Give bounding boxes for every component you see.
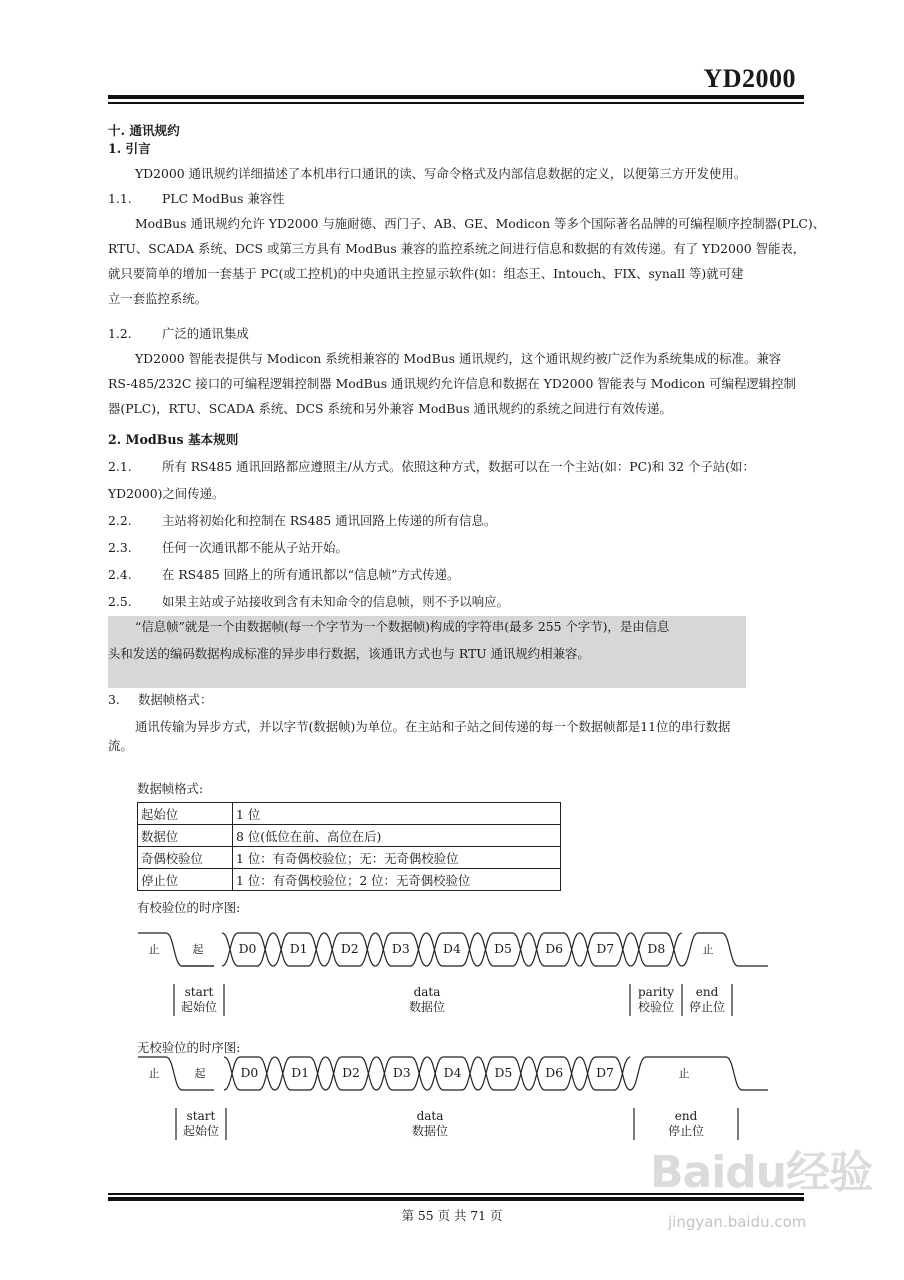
section-1-2-number: 1.2.: [108, 326, 132, 341]
timing-1-bit-label: D5: [494, 941, 512, 956]
timing-2-bit-label: D6: [545, 1065, 564, 1080]
timing-2-pre-stop: 止: [148, 1067, 160, 1080]
block-cn: 停止位: [667, 1124, 704, 1138]
info-frame-note-line-2: 头和发送的编码数据构成标准的异步串行数据，该通讯方式也与 RTU 通讯规约相兼容。: [108, 646, 590, 661]
section-1-1-number: 1.1.: [108, 191, 132, 206]
table-cell: 停止位: [138, 869, 233, 891]
rule-number: 2.5.: [108, 594, 132, 609]
block-cn: 校验位: [637, 1000, 674, 1014]
rule-text: YD2000)之间传递。: [108, 486, 225, 501]
timing-1-bit-label: D3: [391, 941, 410, 956]
rule-number: 2.1.: [108, 459, 132, 474]
document-header-title: YD2000: [703, 64, 796, 93]
table-cell: 1 位：有奇偶校验位；2 位：无奇偶校验位: [233, 869, 561, 891]
table-cell: 数据位: [138, 825, 233, 847]
section-1-2-line-2: RS-485/232C 接口的可编程逻辑控制器 ModBus 通讯规约允许信息和数据在 YD2000 智能表与 Modicon 可编程逻辑控制: [108, 376, 796, 391]
block-cn: 数据位: [408, 1000, 445, 1014]
timing-1-bit-label: D0: [238, 941, 257, 956]
section-3-title: 数据帧格式：: [138, 692, 213, 707]
block-en: data: [413, 985, 441, 999]
rule-number: 2.3.: [108, 540, 132, 555]
section-1-1-line-3: 就只要简单的增加一套基于 PC(或工控机)的中央通讯主控显示软件(如：组态王、Intouch、FIX、synall 等)就可建: [108, 266, 744, 281]
baidu-watermark-url: jingyan.baidu.com: [668, 1213, 807, 1231]
intro-paragraph: YD2000 通讯规约详细描述了本机串行口通讯的读、写命令格式及内部信息数据的定义，以便第三方开发使用。: [135, 166, 747, 181]
timing-1-bit-label: D4: [443, 941, 461, 956]
block-en: end: [695, 985, 719, 999]
rule-text: 任何一次通讯都不能从子站开始。: [162, 540, 348, 555]
timing-2-bit-label: D1: [291, 1065, 310, 1080]
section-3-line-2: 流。: [108, 738, 133, 753]
timing-1-bit-label: D2: [340, 941, 359, 956]
timing-2-bit-label: D0: [240, 1065, 259, 1080]
section-3-number: 3.: [108, 692, 120, 707]
timing-2-start: 起: [194, 1067, 206, 1080]
section-1-title: 1. 引言: [108, 141, 151, 156]
block-en: start: [186, 1109, 216, 1123]
page-number: 第 55 页 共 71 页: [401, 1208, 503, 1223]
timing-2-bit-label: D2: [342, 1065, 360, 1080]
block-cn: 数据位: [411, 1124, 448, 1138]
section-3-line-1: 通讯传输为异步方式，并以字节(数据帧)为单位。在主站和子站之间传递的每一个数据帧都是11位的串行数据: [135, 719, 731, 734]
section-1-2-line-1: YD2000 智能表提供与 Modicon 系统相兼容的 ModBus 通讯规约，这个通讯规约被广泛作为系统集成的标准。兼容: [135, 351, 782, 366]
rule-text: 在 RS485 回路上的所有通讯都以“信息帧”方式传递。: [162, 567, 460, 582]
timing-1-stop: 止: [702, 943, 714, 956]
block-en: start: [184, 985, 214, 999]
rule-number: 2.4.: [108, 567, 132, 582]
table-cell: 奇偶校验位: [138, 847, 233, 869]
timing-2-start-block: [176, 1109, 226, 1139]
baidu-watermark-logo: Baidu经验: [650, 1147, 873, 1198]
rule-text: 所有 RS485 通讯回路都应遵照主/从方式。依照这种方式，数据可以在一个主站(如：PC)和 32 个子站(如：: [162, 459, 755, 474]
timing-2-stop: 止: [678, 1067, 690, 1080]
timing-2-data-block: [226, 1109, 634, 1139]
timing-1-bit-label: D1: [289, 941, 308, 956]
block-cn: 起始位: [180, 1000, 217, 1014]
section-1-1-line-4: 立一套监控系统。: [108, 291, 208, 306]
timing-1-bit-label: D7: [596, 941, 615, 956]
timing-2-bit-label: D7: [596, 1065, 614, 1080]
timing-diagram-1-label: 有校验位的时序图:: [137, 900, 241, 915]
info-frame-note-line-1: “信息帧”就是一个由数据帧(每一个字节为一个数据帧)构成的字符串(最多 255 个字节)，是由信息: [135, 619, 670, 634]
table-cell: 1 位：有奇偶校验位；无：无奇偶校验位: [233, 847, 561, 869]
block-en: end: [674, 1109, 698, 1123]
section-1-2-title: 广泛的通讯集成: [162, 326, 249, 341]
block-cn: 起始位: [182, 1124, 219, 1138]
section-2-title: 2. ModBus 基本规则: [108, 432, 239, 447]
block-en: data: [416, 1109, 444, 1123]
timing-1-bit-label: D6: [545, 941, 564, 956]
rule-text: 主站将初始化和控制在 RS485 通讯回路上传递的所有信息。: [162, 513, 497, 528]
table-cell: 起始位: [138, 803, 233, 825]
timing-2-end-block: [634, 1109, 738, 1139]
rule-number: 2.2.: [108, 513, 132, 528]
block-en: parity: [637, 985, 674, 999]
timing-2-bit-label: D3: [392, 1065, 411, 1080]
section-1-1-line-1: ModBus 通讯规约允许 YD2000 与施耐德、西门子、AB、GE、Modicon 等多个国际著名品牌的可编程顺序控制器(PLC)、: [135, 216, 826, 231]
block-cn: 停止位: [688, 1000, 725, 1014]
timing-1-start: 起: [192, 943, 204, 956]
timing-diagram-2-label: 无校验位的时序图:: [137, 1040, 241, 1055]
table-cell: 8 位(低位在前、高位在后): [233, 825, 561, 847]
section-1-1-line-2: RTU、SCADA 系统、DCS 或第三方具有 ModBus 兼容的监控系统之间进行信息和数据的有效传递。有了 YD2000 智能表，: [108, 241, 806, 256]
section-1-2-line-3: 器(PLC)，RTU、SCADA 系统、DCS 系统和另外兼容 ModBus 通讯规约的系统之间进行有效传递。: [108, 401, 672, 416]
section-1-1-title: PLC ModBus 兼容性: [162, 191, 285, 206]
section-10-title: 十. 通讯规约: [108, 123, 180, 138]
timing-1-bit-label: D8: [647, 941, 666, 956]
timing-2-bit-label: D5: [494, 1065, 513, 1080]
table-cell: 1 位: [233, 803, 561, 825]
frame-format-label: 数据帧格式:: [137, 781, 204, 796]
rule-text: 如果主站或子站接收到含有未知命令的信息帧，则不予以响应。: [162, 594, 509, 609]
timing-2-bit-label: D4: [443, 1065, 462, 1080]
timing-1-pre-stop: 止: [148, 943, 160, 956]
